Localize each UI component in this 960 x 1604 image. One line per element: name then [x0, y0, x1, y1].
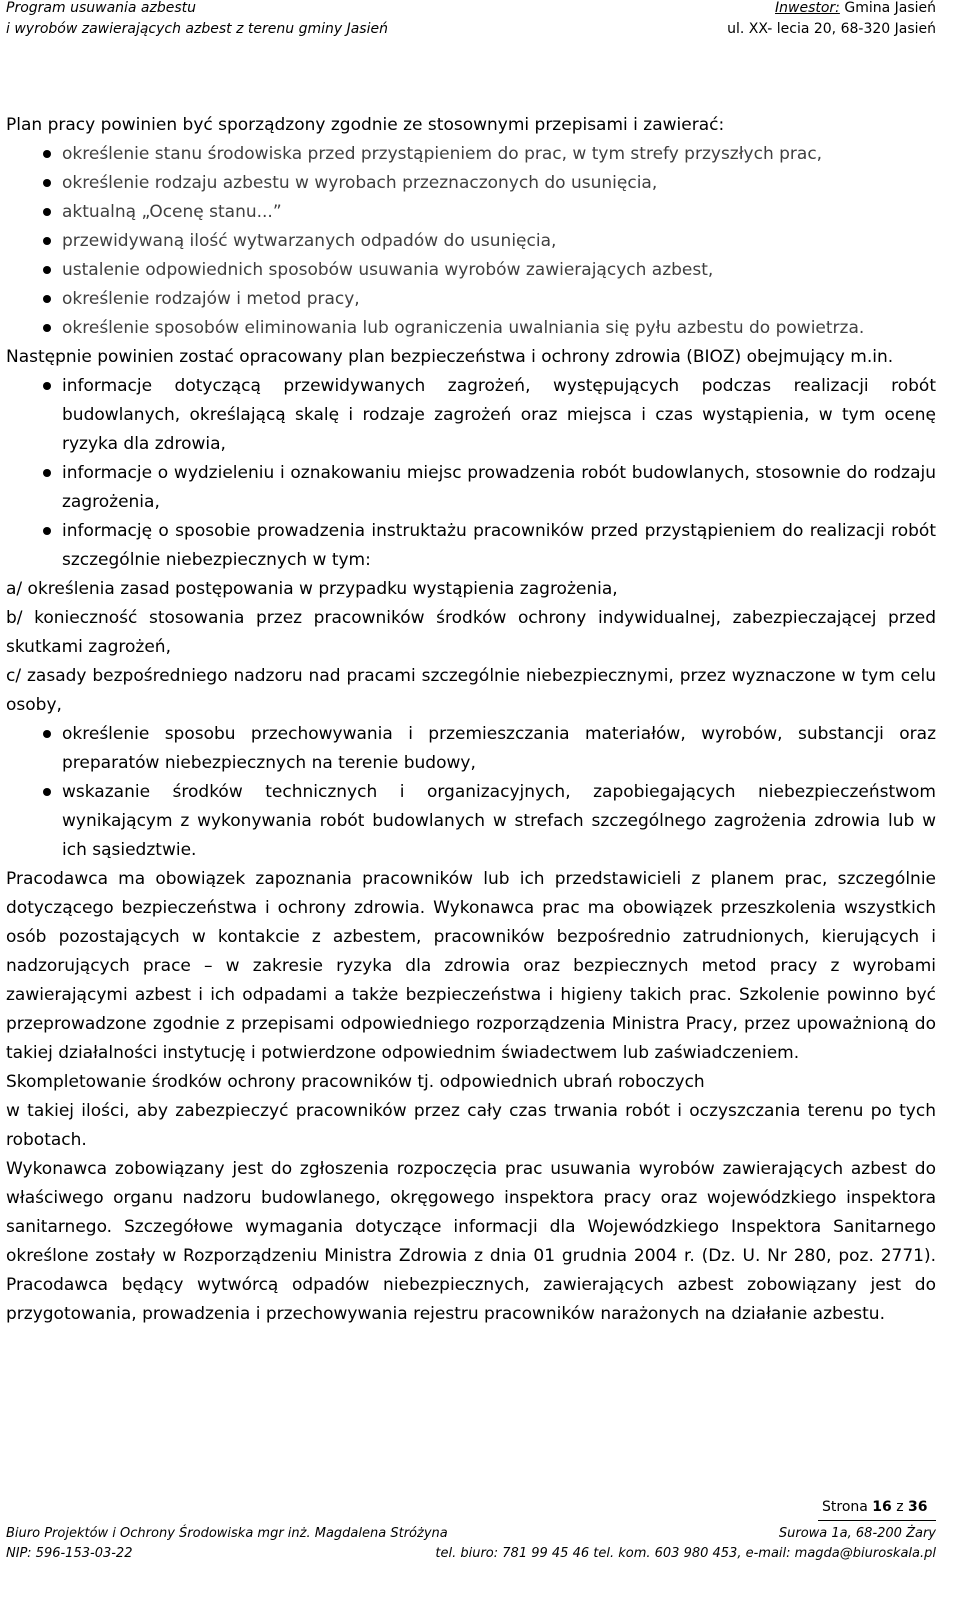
- page-number: Strona 16 z 36: [822, 1499, 928, 1515]
- equipment-paragraph: Skompletowanie środków ochrony pracowników tj. odpowiednich ubrań roboczych: [6, 1072, 705, 1092]
- plan-requirements-list: [6, 140, 936, 343]
- list-item: wskazanie środków technicznych i organizacyjnych, zapobiegających niebezpieczeństwom wynikającym z wykonywania robót budowlanych w strefach szczególnego zagrożenia zdrowia lub w ich sąsiedztwie.: [6, 778, 936, 865]
- list-item: informację o sposobie prowadzenia instruktażu pracowników przed przystąpieniem do realizacji robót szczególnie niebezpiecznych w tym:: [6, 517, 936, 575]
- header-right: [727, 0, 936, 40]
- page-header: [0, 0, 960, 46]
- bullet-icon: [43, 208, 51, 216]
- list-item: informacje o wydzieleniu i oznakowaniu miejsc prowadzenia robót budowlanych, stosownie do rodzaju zagrożenia,: [6, 459, 936, 517]
- training-paragraph: Pracodawca ma obowiązek zapoznania pracowników lub ich przedstawicieli z planem prac, szczególnie dotyczącego bezpieczeństwa i ochrony zdrowia. Wykonawca prac ma obowiązek przeszkolenia wszystkich osób pozostających w kontakcie z azbestem, pracowników bezpośrednio zatrudnionych, kierujących i nadzorujących prace – w zakresie ryzyka dla zdrowia oraz bezpiecznych metod pracy z wyrobami zawierającymi azbest i ich odpadami a także bezpieczeństwa i higieny takich prac. Szkolenie powinno być przeprowadzone zgodnie z przepisami odpowiedniego rozporządzenia Ministra Pracy, przez upoważnioną do takiej działalności instytucję i potwierdzone odpowiednim świadectwem lub zaświadczeniem.: [6, 869, 936, 1063]
- bullet-icon: [43, 295, 51, 303]
- list-item: określenie sposobów eliminowania lub ograniczenia uwalniania się pyłu azbestu do powietrza.: [6, 314, 936, 343]
- header-program-subtitle: i wyrobów zawierających azbest z terenu gminy Jasień: [6, 21, 388, 37]
- bullet-icon: [43, 179, 51, 187]
- list-item: przewidywaną ilość wytwarzanych odpadów do usunięcia,: [6, 227, 936, 256]
- bullet-icon: [43, 527, 51, 535]
- bullet-icon: [43, 150, 51, 158]
- sub-item-a: a/ określenia zasad postępowania w przypadku wystąpienia zagrożenia,: [6, 579, 618, 599]
- list-item: określenie sposobu przechowywania i przemieszczania materiałów, wyrobów, substancji oraz preparatów niebezpiecznych na terenie budowy,: [6, 720, 936, 778]
- sub-item-b: b/ konieczność stosowania przez pracowników środków ochrony indywidualnej, zabezpieczającej przed skutkami zagrożeń,: [6, 608, 936, 657]
- page-footer: [6, 1524, 936, 1564]
- document-body: [6, 111, 936, 1329]
- bioz-intro: Następnie powinien zostać opracowany plan bezpieczeństwa i ochrony zdrowia (BIOZ) obejmujący m.in.: [6, 347, 894, 367]
- total-pages: 36: [908, 1499, 928, 1515]
- bullet-icon: [43, 324, 51, 332]
- bullet-icon: [43, 266, 51, 274]
- footer-nip: NIP: 596-153-03-22: [6, 1546, 133, 1561]
- footer-contact: tel. biuro: 781 99 45 46 tel. kom. 603 980 453, e-mail: magda@biuroskala.pl: [435, 1546, 936, 1561]
- notification-paragraph: Wykonawca zobowiązany jest do zgłoszenia rozpoczęcia prac usuwania wyrobów zawierających azbest do właściwego organu nadzoru budowlanego, okręgowego inspektora pracy oraz wojewódzkiego inspektora sanitarnego. Szczegółowe wymagania dotyczące informacji dla Wojewódzkiego Inspektora Sanitarnego określone zostały w Rozporządzeniu Ministra Zdrowia z dnia 01 grudnia 2004 r. (Dz. U. Nr 280, poz. 2771). Pracodawca będący wytwórcą odpadów niebezpiecznych, zawierających azbest zobowiązany jest do przygotowania, prowadzenia i przechowywania rejestru pracowników narażonych na działanie azbestu.: [6, 1159, 936, 1324]
- bullet-icon: [43, 788, 51, 796]
- equipment-paragraph-continued: w takiej ilości, aby zabezpieczyć pracowników przez cały czas trwania robót i oczyszczania terenu po tych robotach.: [6, 1101, 936, 1150]
- header-investor-label: Inwestor:: [775, 0, 840, 16]
- bullet-icon: [43, 469, 51, 477]
- footer-company: Biuro Projektów i Ochrony Środowiska mgr inż. Magdalena Stróżyna: [6, 1526, 448, 1541]
- list-item: aktualną „Ocenę stanu...”: [6, 198, 936, 227]
- bullet-icon: [43, 730, 51, 738]
- current-page: 16: [872, 1499, 892, 1515]
- sub-item-c: c/ zasady bezpośredniego nadzoru nad pracami szczególnie niebezpiecznymi, przez wyznaczone w tym celu osoby,: [6, 666, 936, 715]
- list-item: określenie rodzaju azbestu w wyrobach przeznaczonych do usunięcia,: [6, 169, 936, 198]
- list-item: określenie stanu środowiska przed przystąpieniem do prac, w tym strefy przyszłych prac,: [6, 140, 936, 169]
- bullet-icon: [43, 382, 51, 390]
- header-left: [6, 0, 388, 40]
- header-investor-address: ul. XX- lecia 20, 68-320 Jasień: [727, 21, 936, 37]
- bioz-list: [6, 372, 936, 575]
- bioz-list-continued: [6, 720, 936, 865]
- list-item: informacje dotyczącą przewidywanych zagrożeń, występujących podczas realizacji robót budowlanych, określającą skalę i rodzaje zagrożeń oraz miejsca i czas wystąpienia, w tym ocenę ryzyka dla zdrowia,: [6, 372, 936, 459]
- footer-address: Surowa 1a, 68-200 Żary: [778, 1526, 936, 1541]
- page-number-rule: [818, 1520, 936, 1521]
- bullet-icon: [43, 237, 51, 245]
- list-item: ustalenie odpowiednich sposobów usuwania wyrobów zawierających azbest,: [6, 256, 936, 285]
- plan-intro: Plan pracy powinien być sporządzony zgodnie ze stosownymi przepisami i zawierać:: [6, 115, 725, 135]
- header-investor-name: Gmina Jasień: [839, 0, 936, 16]
- header-program-title: Program usuwania azbestu: [6, 0, 197, 16]
- list-item: określenie rodzajów i metod pracy,: [6, 285, 936, 314]
